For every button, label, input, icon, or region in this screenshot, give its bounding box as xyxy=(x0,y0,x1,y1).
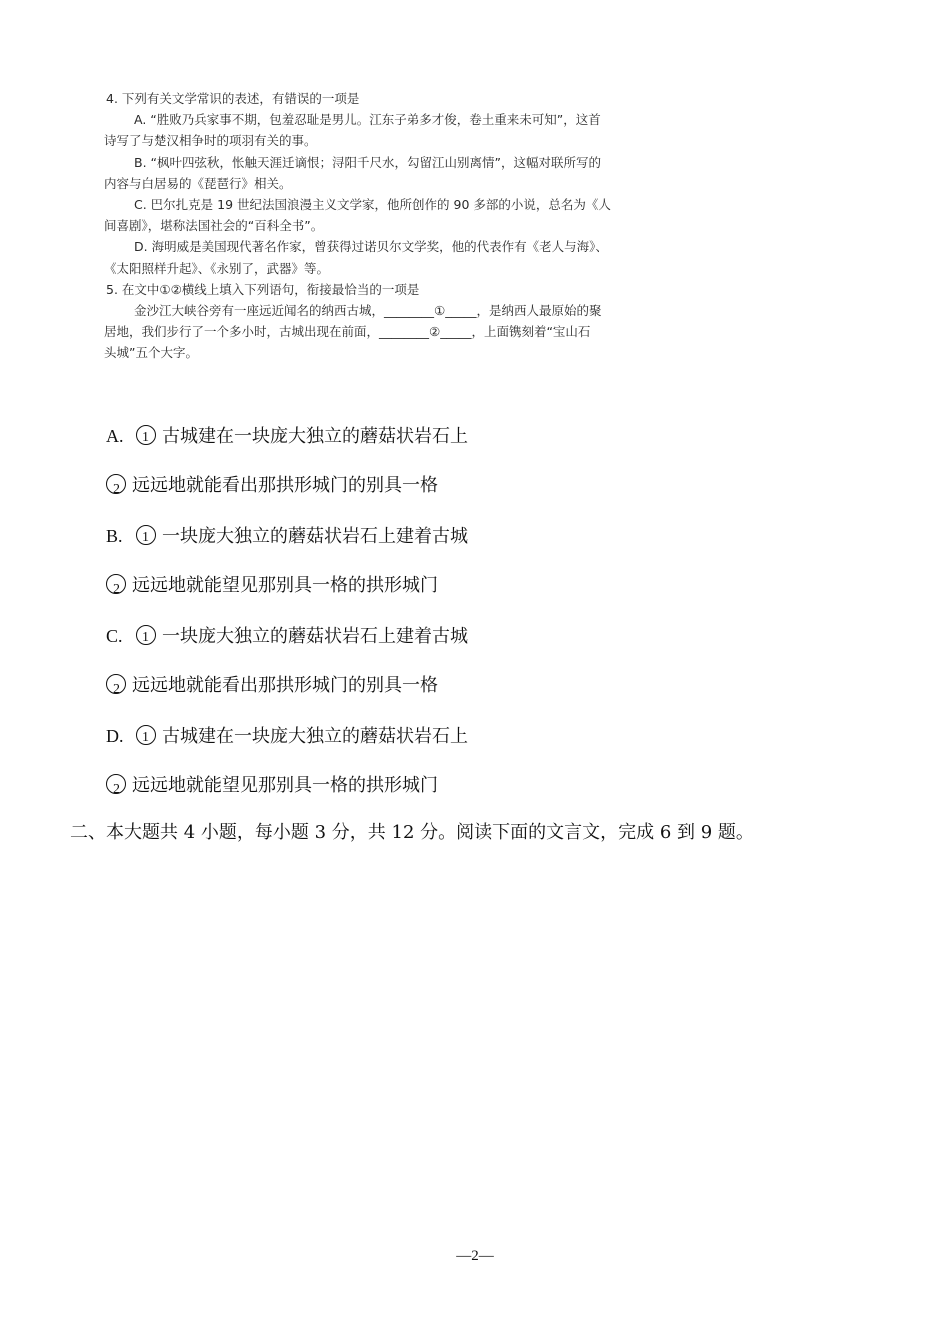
q4-option-c-line2: 间喜剧》，堪称法国社会的“百科全书”。 xyxy=(104,218,324,234)
option-a-line1 xyxy=(106,424,468,449)
option-text: 古城建在一块庞大独立的蘑菇状岩石上 xyxy=(162,726,468,747)
option-text: 一块庞大独立的蘑菇状岩石上建着古城 xyxy=(162,626,468,647)
option-letter: C. xyxy=(106,626,123,646)
q4-option-a-line1: A. “胜败乃兵家事不期，包羞忍耻是男儿。江东子弟多才俊，卷土重来未可知”，这首 xyxy=(134,112,601,128)
q4-option-c-line1: C. 巴尔扎克是 19 世纪法国浪漫主义文学家，他所创作的 90 多部的小说，总名为《人 xyxy=(134,196,611,212)
circled-two-mark: 2 xyxy=(106,474,130,498)
option-d-line2 xyxy=(106,774,438,798)
option-text: 远远地就能看出那拱形城门的别具一格 xyxy=(132,675,438,696)
option-text: 远远地就能望见那别具一格的拱形城门 xyxy=(132,575,438,596)
page-number: —2— xyxy=(456,1248,494,1264)
q5-passage-line3: 头城”五个大字。 xyxy=(104,345,198,361)
scanned-question-image xyxy=(104,88,670,378)
option-c-line1 xyxy=(106,624,468,649)
q5-passage-line1: 金沙江大峡谷旁有一座远近闻名的纳西古城，________①_____，是纳西人最原始的聚 xyxy=(134,302,602,318)
option-letter: A. xyxy=(106,426,124,446)
q4-option-b-line1: B. “枫叶四弦秋，怅触天涯迁谪恨；浔阳千尺水，勾留江山别离情”，这幅对联所写的 xyxy=(134,154,601,170)
option-letter: D. xyxy=(106,726,124,746)
question-4-stem: 4. 下列有关文学常识的表述，有错误的一项是 xyxy=(106,91,360,106)
circled-one-mark: 1 xyxy=(136,425,160,449)
q4-option-b-line2: 内容与白居易的《琵琶行》相关。 xyxy=(104,175,292,191)
option-c-line2 xyxy=(106,674,438,698)
section-heading: 二、本大题共 4 小题，每小题 3 分，共 12 分。阅读下面的文言文，完成 6 到 9 题。 xyxy=(70,822,754,843)
option-text: 古城建在一块庞大独立的蘑菇状岩石上 xyxy=(162,426,468,447)
q4-option-a-line2: 诗写了与楚汉相争时的项羽有关的事。 xyxy=(104,133,317,149)
circled-two-mark: 2 xyxy=(106,674,130,698)
circled-one-mark: 1 xyxy=(136,725,160,749)
option-b-line2 xyxy=(106,574,438,598)
circled-one-mark: 1 xyxy=(136,625,160,649)
circled-one-mark: 1 xyxy=(136,525,160,549)
question-5-stem: 5. 在文中①②横线上填入下列语句，衔接最恰当的一项是 xyxy=(106,281,420,297)
option-b-line1 xyxy=(106,524,468,549)
q4-option-d-line2: 《太阳照样升起》、《永别了，武器》等。 xyxy=(104,260,330,276)
q4-option-d-line1: D. 海明威是美国现代著名作家，曾获得过诺贝尔文学奖，他的代表作有《老人与海》、 xyxy=(134,239,608,255)
option-a-line2 xyxy=(106,474,438,498)
circled-two-mark: 2 xyxy=(106,774,130,798)
option-d-line1 xyxy=(106,724,468,749)
circled-two-mark: 2 xyxy=(106,574,130,598)
option-text: 一块庞大独立的蘑菇状岩石上建着古城 xyxy=(162,526,468,547)
option-text: 远远地就能望见那别具一格的拱形城门 xyxy=(132,775,438,796)
q5-passage-line2: 居地，我们步行了一个多小时，古城出现在前面，________②_____，上面镌刻着“宝山石 xyxy=(104,324,591,340)
option-text: 远远地就能看出那拱形城门的别具一格 xyxy=(132,475,438,496)
option-letter: B. xyxy=(106,526,123,546)
